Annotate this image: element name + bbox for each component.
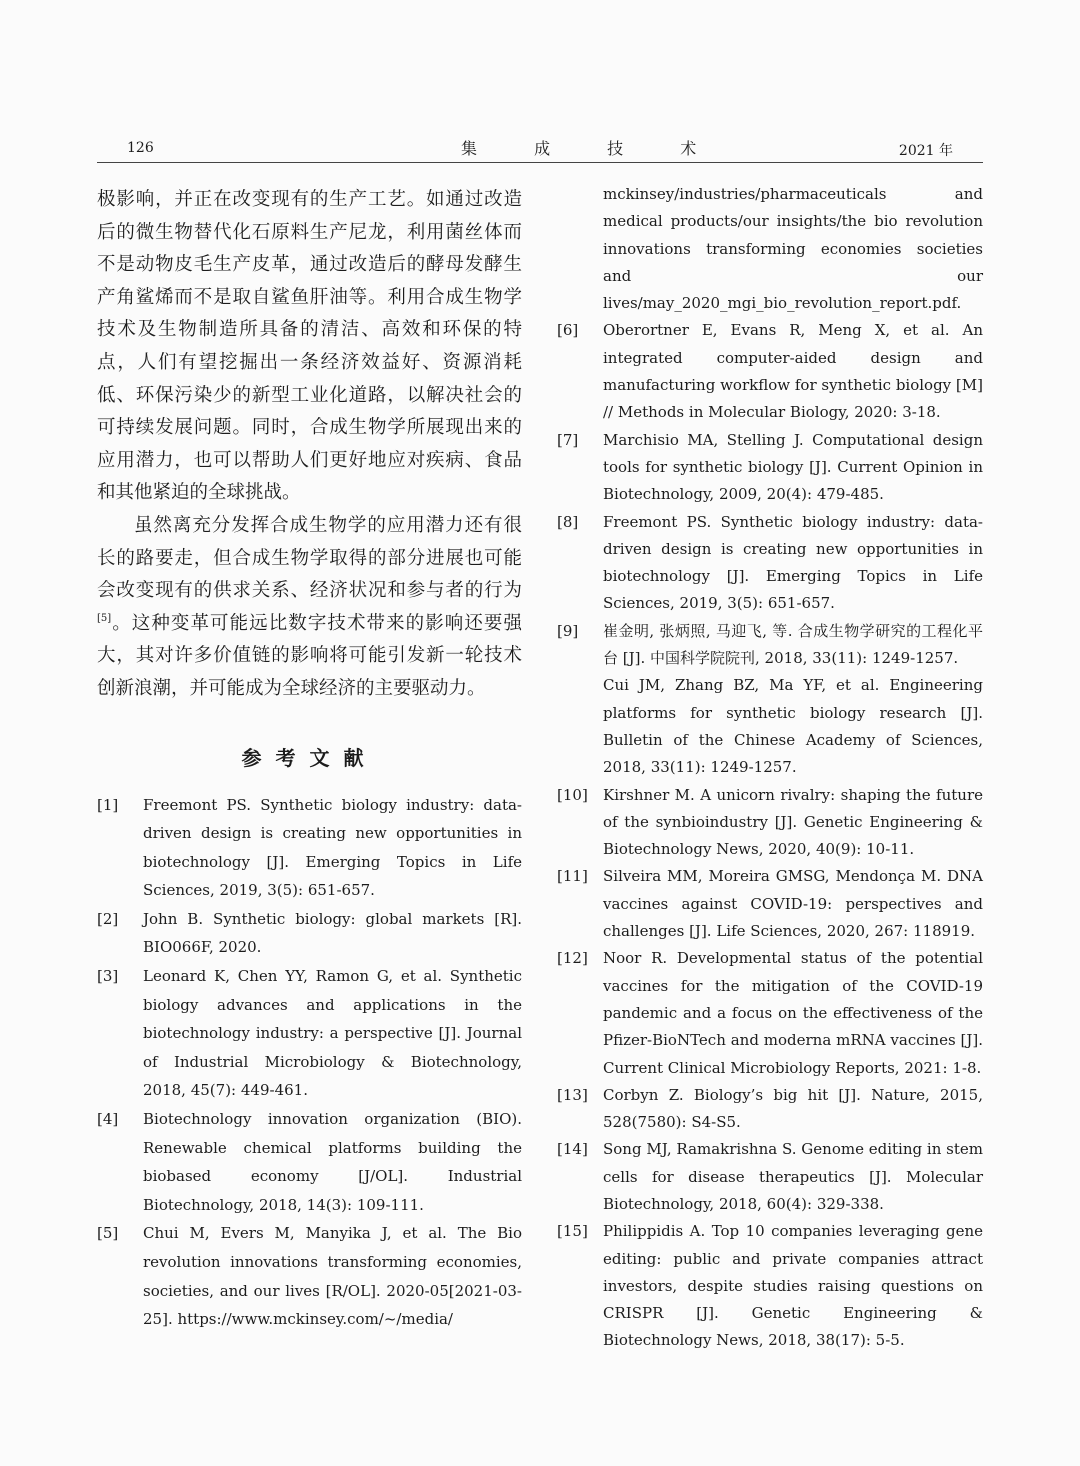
reference-text: Philippidis A. Top 10 companies leveraging gene editing: public and private companies attract investors, despite studies raising questions on CRISPR [J]. Genetic Engineering & Biotechnology News, 2018, 38(17): 5-5. <box>603 1222 983 1350</box>
header-rule <box>97 162 983 163</box>
reference-item <box>97 1105 522 1219</box>
para2-text-before: 虽然离充分发挥合成生物学的应用潜力还有很长的路要走，但合成生物学取得的部分进展也可能会改变现有的供求关系、经济状况和参与者的行为 <box>97 514 522 602</box>
citation-marker: [5] <box>97 612 112 624</box>
publication-year: 2021 年 <box>898 143 953 159</box>
reference-number: [10] <box>557 785 588 804</box>
body-paragraph-2 <box>97 510 522 706</box>
reference-number: [4] <box>97 1110 119 1129</box>
reference-text: Freemont PS. Synthetic biology industry: data-driven design is creating new opportunities in biotechnology [J]. Emerging Topics in Life Sciences, 2019, 3(5): 651-657. <box>143 795 522 900</box>
reference-number: [14] <box>557 1140 588 1159</box>
reference-item <box>557 427 983 509</box>
reference-text: Corbyn Z. Biology’s big hit [J]. Nature, 2015, 528(7580): S4-S5. <box>603 1085 983 1132</box>
reference-text: Marchisio MA, Stelling J. Computational design tools for synthetic biology [J]. Current Opinion in Biotechnology, 2009, 20(4): 479-485. <box>603 430 983 504</box>
reference-number: [5] <box>97 1224 119 1243</box>
reference-item <box>557 509 983 618</box>
reference-number: [3] <box>97 967 119 986</box>
reference-text: John B. Synthetic biology: global markets [R]. BIO066F, 2020. <box>143 909 522 957</box>
reference-number: [11] <box>557 867 588 886</box>
reference-english-translation: Cui JM, Zhang BZ, Ma YF, et al. Engineering platforms for synthetic biology research [J]. Bulletin of the Chinese Academy of Sciences, 2018, 33(11): 1249-1257. <box>603 676 983 777</box>
reference-item <box>557 782 983 864</box>
reference-5-continuation: mckinsey/industries/pharmaceuticals and medical products/our insights/the bio revolution innovations transforming economies societies and our lives/may_2020_mgi_bio_revolution_report.pdf. <box>603 185 983 313</box>
reference-item <box>557 863 983 945</box>
reference-number: [12] <box>557 949 588 968</box>
reference-text: Biotechnology innovation organization (BIO). Renewable chemical platforms building the biobased economy [J/OL]. Industrial Biotechnology, 2018, 14(3): 109-111. <box>143 1110 522 1214</box>
reference-text: Noor R. Developmental status of the potential vaccines for the mitigation of the COVID-19 pandemic and a focus on the effectiveness of the Pfizer-BioNTech and moderna mRNA vaccines [J]. Current Clinical Microbiology Reports, 2021: 1-8. <box>603 949 983 1077</box>
body-paragraph: 极影响，并正在改变现有的生产工艺。如通过改造后的微生物替代化石原料生产尼龙，利用菌丝体而不是动物皮毛生产皮革，通过改造后的酵母发酵生产角鲨烯而不是取自鲨鱼肝油等。利用合成生物学技术及生物制造所具备的清洁、高效和环保的特点，人们有望挖掘出一条经济效益好、资源消耗低、环保污染少的新型工业化道路，以解决社会的可持续发展问题。同时，合成生物学所展现出来的应用潜力，也可以帮助人们更好地应对疾病、食品和其他紧迫的全球挑战。 <box>97 189 522 504</box>
reference-number: [6] <box>557 321 579 340</box>
reference-item <box>557 945 983 1081</box>
reference-number: [13] <box>557 1085 588 1104</box>
left-column <box>97 184 522 1334</box>
reference-text: Oberortner E, Evans R, Meng X, et al. An integrated computer-aided design and manufacturing workflow for synthetic biology [M] // Methods in Molecular Biology, 2020: 3-18. <box>603 321 983 422</box>
reference-text: Silveira MM, Moreira GMSG, Mendonça M. DNA vaccines against COVID-19: perspectives and challenges [J]. Life Sciences, 2020, 267: 118919. <box>603 867 983 941</box>
reference-text: Leonard K, Chen YY, Ramon G, et al. Synthetic biology advances and applications in the biotechnology industry: a perspective [J]. Journal of Industrial Microbiology & Biotechnology, 2018, 45(7): 449-461. <box>143 967 522 1100</box>
page-number: 126 <box>127 140 154 156</box>
reference-item <box>557 317 983 426</box>
reference-item <box>557 618 983 673</box>
reference-text: Chui M, Evers M, Manyika J, et al. The Bio revolution innovations transforming economies, societies, and our lives [R/OL]. 2020-05[2021-03-25]. https://www.mckinsey.com/~/media/ <box>143 1224 522 1329</box>
reference-item <box>97 962 522 1105</box>
page-header <box>97 132 983 162</box>
reference-item <box>97 905 522 962</box>
reference-text: Freemont PS. Synthetic biology industry: data-driven design is creating new opportunities in biotechnology [J]. Emerging Topics in Life Sciences, 2019, 3(5): 651-657. <box>603 512 983 613</box>
reference-number: [8] <box>557 512 579 531</box>
reference-number: [2] <box>97 909 119 928</box>
reference-item <box>557 1218 983 1354</box>
references-heading: 参考文献 <box>241 745 378 770</box>
reference-text: 崔金明, 张炳照, 马迎飞, 等. 合成生物学研究的工程化平台 [J]. 中国科学院院刊, 2018, 33(11): 1249-1257. <box>603 621 983 668</box>
reference-item <box>557 1136 983 1218</box>
reference-item <box>97 791 522 905</box>
right-column <box>557 184 983 1355</box>
journal-title: 集 成 技 术 <box>461 139 723 158</box>
reference-text: Song MJ, Ramakrishna S. Genome editing in stem cells for disease therapeutics [J]. Molecular Biotechnology, 2018, 60(4): 329-338. <box>603 1140 983 1213</box>
reference-number: [9] <box>557 621 579 640</box>
reference-number: [15] <box>557 1222 588 1241</box>
reference-number: [7] <box>557 430 579 449</box>
reference-text: Kirshner M. A unicorn rivalry: shaping the future of the synbioindustry [J]. Genetic Engineering & Biotechnology News, 2020, 40(9): 10-11. <box>603 785 983 859</box>
reference-item <box>97 1219 522 1333</box>
reference-number: [1] <box>97 795 119 814</box>
reference-item <box>557 1082 983 1137</box>
para2-text-after: 。这种变革可能远比数字技术带来的影响还要强大，其对许多价值链的影响将可能引发新一轮技术创新浪潮，并可能成为全球经济的主要驱动力。 <box>97 612 522 699</box>
